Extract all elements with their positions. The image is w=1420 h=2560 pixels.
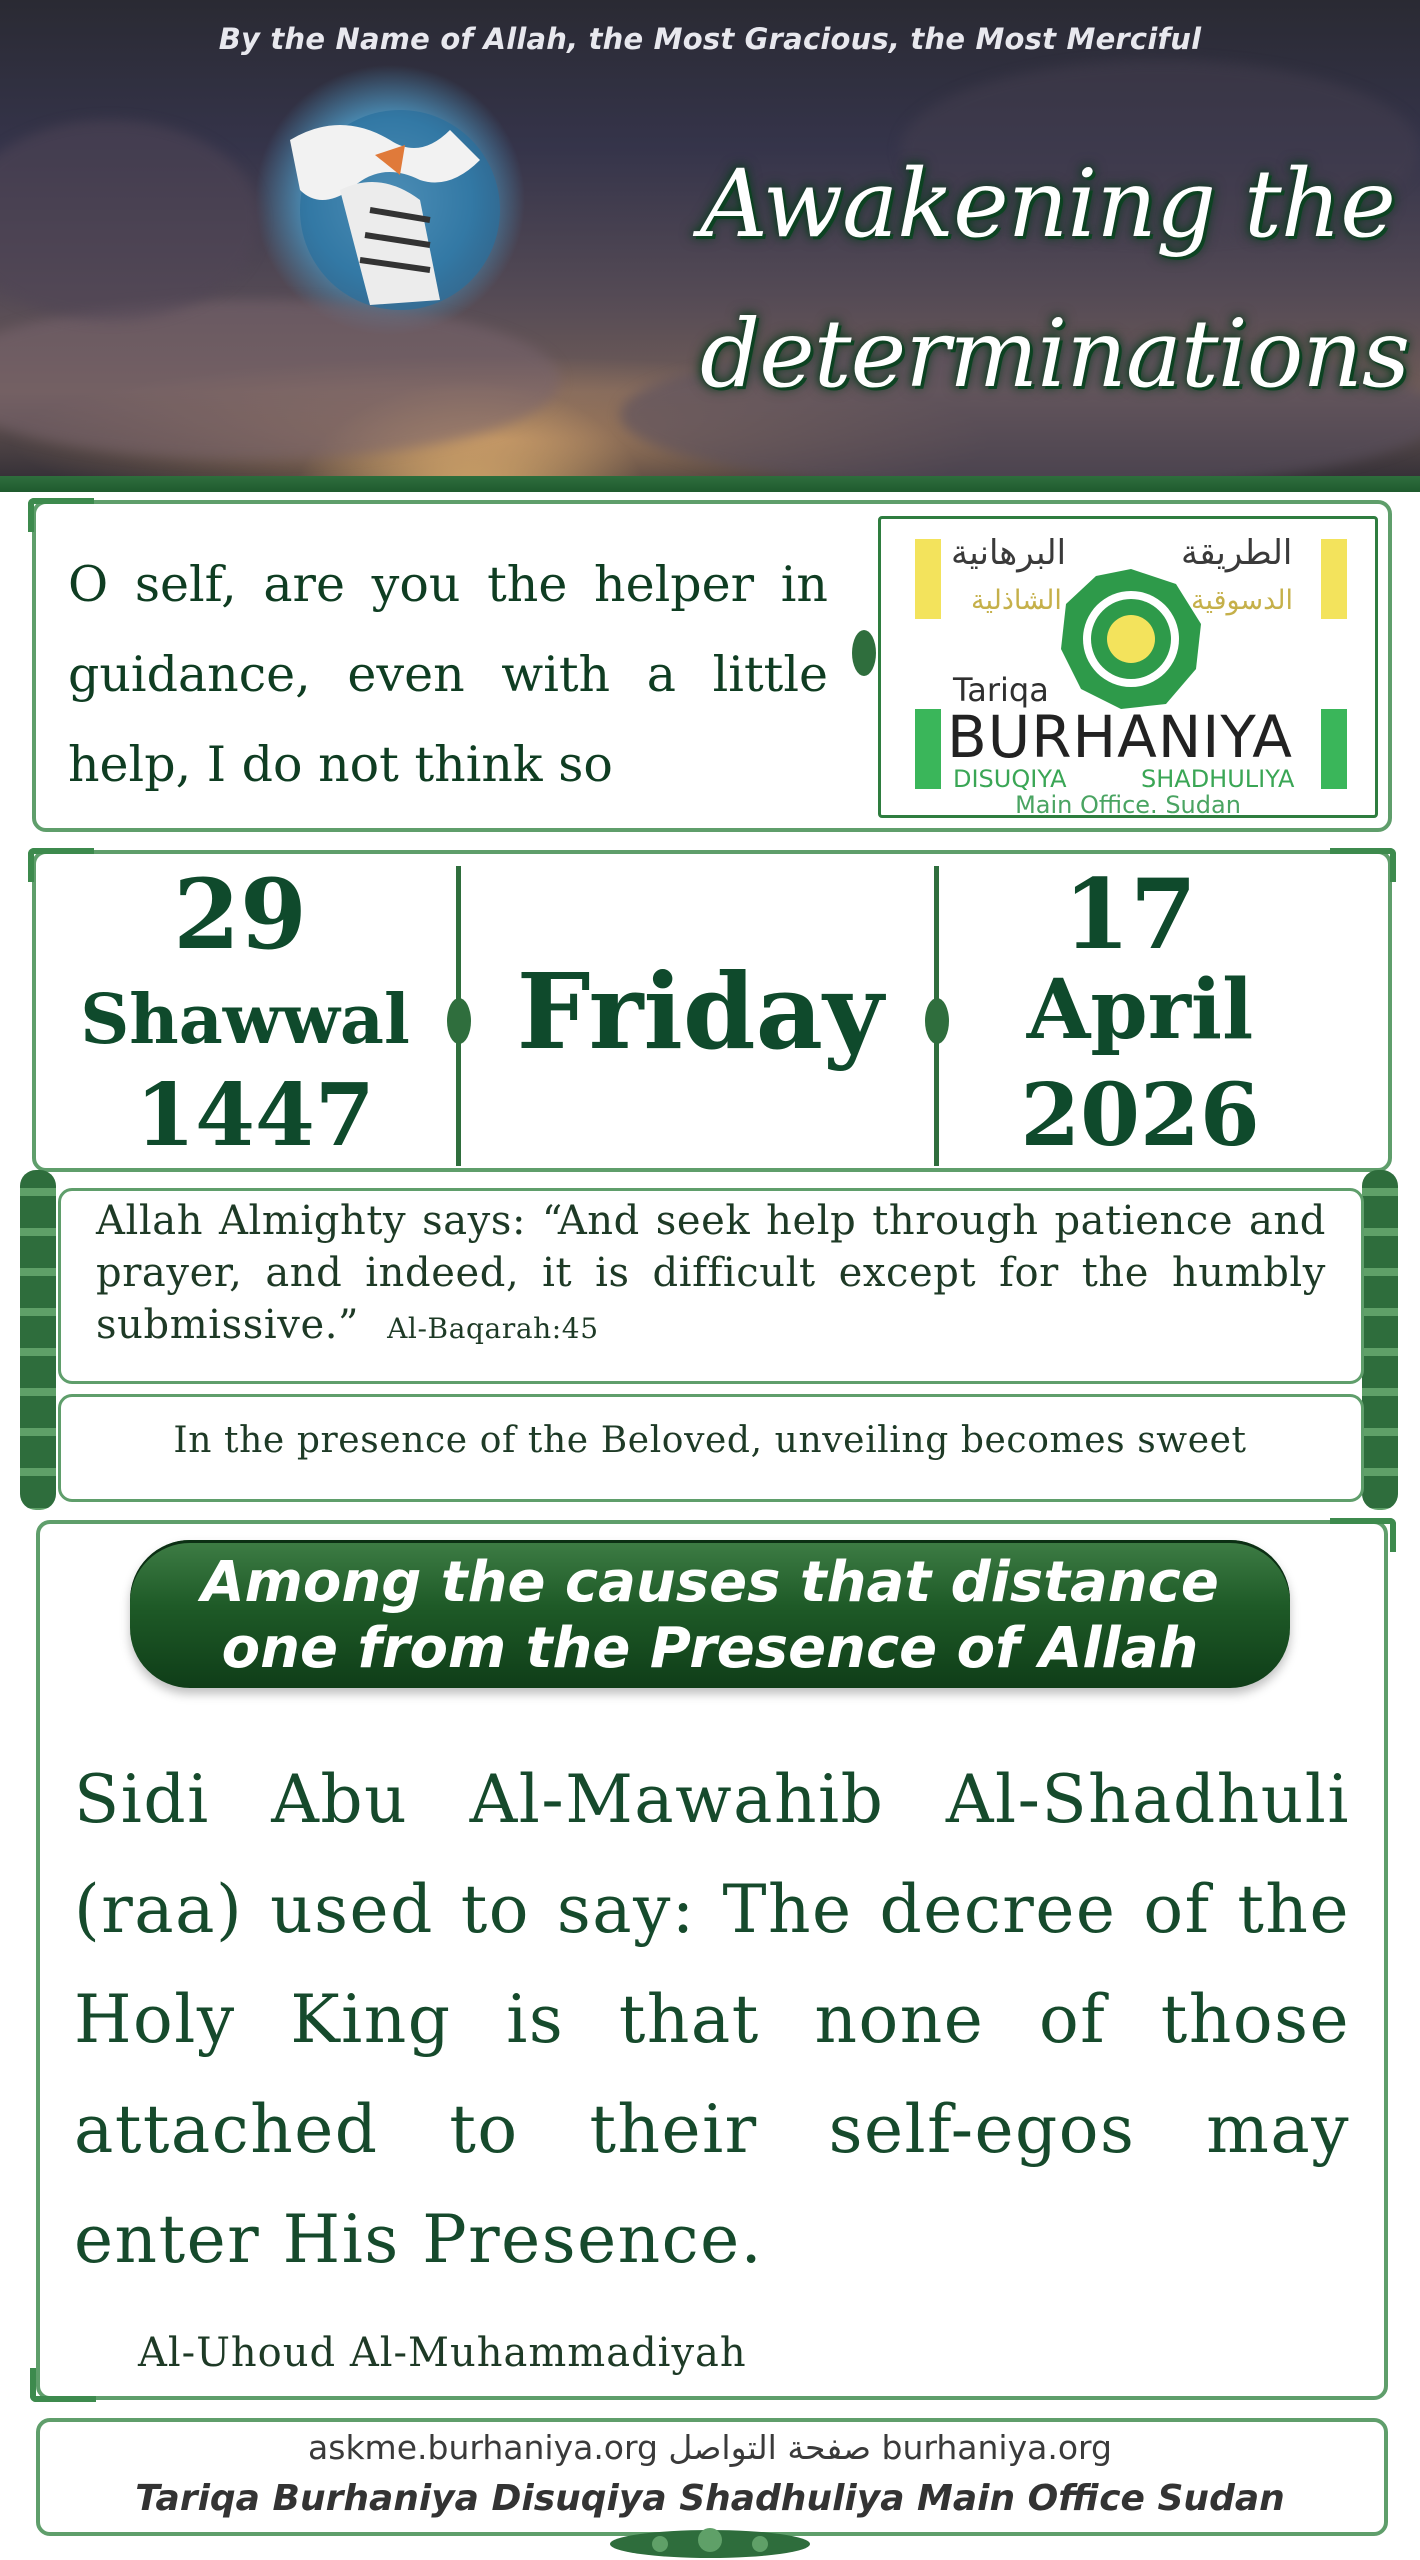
frame-corner-ornament [28,498,94,532]
logo-emblem-icon [1056,564,1206,714]
gregorian-month: April [1026,962,1254,1058]
verse-reference: Al-Baqarah:45 [387,1312,599,1345]
section-heading-line1: Among the causes that distance [201,1550,1219,1615]
saying-attribution: Al-Uhoud Al-Muhammadiyah [138,2330,747,2376]
frame-corner-ornament [1330,1518,1396,1552]
logo-tariqa-label: Tariqa [953,671,1049,709]
burhaniya-logo [878,516,1378,818]
verse-text: Allah Almighty says: “And seek help through patience and prayer, and indeed, it is difficult except for the humbly submissive.” [96,1198,1326,1348]
basmala-text: By the Name of Allah, the Most Gracious, the Most Merciful [218,22,1202,56]
logo-arabic-tariqa: الطريقة [1181,533,1293,573]
weekday: Friday [516,950,884,1073]
banner-divider [0,476,1420,492]
logo-arabic-disuqiya: الدسوقية [1191,585,1294,616]
frame-corner-ornament [1330,848,1396,882]
intro-quote: O self, are you the helper in guidance, even with a little help, I do not think so [68,556,828,793]
logo-arabic-shadhuliya: الشاذلية [971,585,1062,616]
banner-title-line2: determinations [700,300,1410,409]
bottom-ornament [600,2520,820,2560]
banner-title-line1: Awakening the [700,150,1395,259]
footer-links: askme.burhaniya.org صفحة التواصل burhaniya.org [308,2428,1112,2467]
divider-ornament [852,630,876,676]
header-banner [0,0,1420,490]
logo-yellow-bar [915,539,941,619]
divider-ornament [447,998,471,1044]
hijri-month: Shawwal [80,980,410,1060]
logo-green-bar [1321,709,1347,789]
logo-office: Main Office. Sudan [1015,791,1241,819]
quran-verse [96,1195,1326,1355]
logo-green-bar [915,709,941,789]
logo-shadhuliya: SHADHULIYA [1141,765,1295,793]
divider-ornament [925,998,949,1044]
section-heading [130,1540,1290,1688]
hijri-day: 29 [173,858,307,971]
saying-text: Sidi Abu Al-Mawahib Al-Shadhuli (raa) used to say: The decree of the Holy King is that none of those attached to their self-egos may enter His Presence. [74,1761,1350,2278]
section-heading-line2: one from the Presence of Allah [221,1616,1199,1681]
gregorian-year: 2026 [1020,1065,1260,1166]
frame-corner-ornament [30,2368,96,2402]
logo-disuqiya: DISUQIYA [953,765,1067,793]
logo-arabic-burhaniya: البرهانية [951,533,1067,573]
beloved-line: In the presence of the Beloved, unveiling becomes sweet [173,1420,1247,1461]
footer-office: Tariqa Burhaniya Disuqiya Shadhuliya Main Office Sudan [135,2478,1285,2519]
banner-illustration [250,100,510,320]
hijri-year: 1447 [135,1065,375,1166]
logo-name: BURHANIYA [947,703,1293,771]
gregorian-day: 17 [1063,858,1197,971]
logo-yellow-bar [1321,539,1347,619]
